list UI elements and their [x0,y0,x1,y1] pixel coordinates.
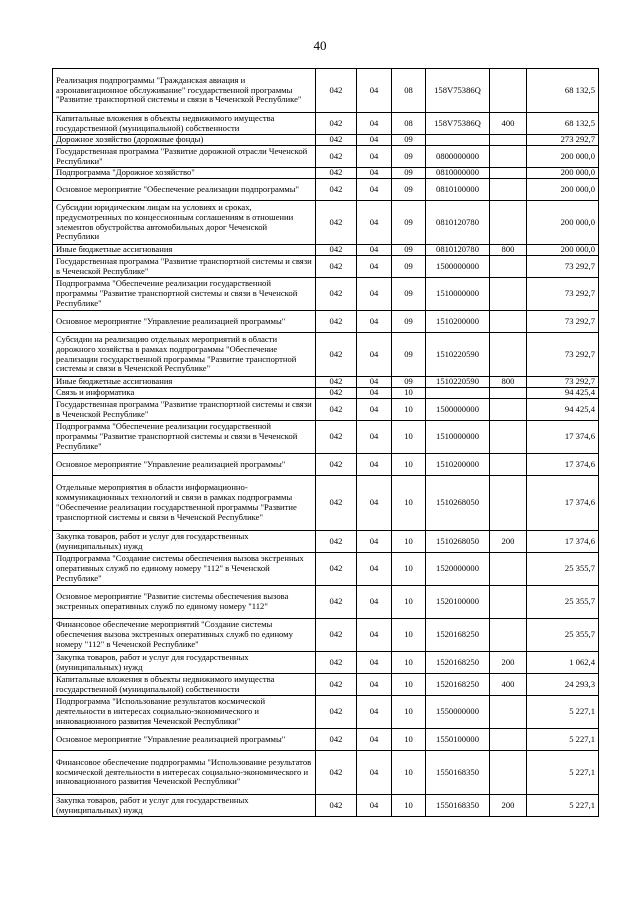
table-row [53,751,599,795]
cell-rz: 04 [357,201,392,245]
cell-name: Финансовое обеспечение подпрограммы "Использование результатов космической деятельности в интересах социально-экономического и инновационного развития Чеченской Республики" [53,751,316,795]
cell-rz: 04 [357,377,392,388]
cell-rz: 04 [357,135,392,146]
cell-pr: 10 [392,454,426,476]
cell-csr: 1500000000 [426,399,490,421]
cell-pr: 10 [392,619,426,652]
cell-pr: 09 [392,256,426,278]
cell-sum: 94 425,4 [527,388,599,399]
table-row [53,421,599,454]
cell-sum: 24 293,3 [527,674,599,696]
table-row [53,245,599,256]
cell-pr: 09 [392,278,426,311]
cell-csr: 0810120780 [426,201,490,245]
table-row [53,179,599,201]
cell-sum: 5 227,1 [527,729,599,751]
cell-ved: 042 [316,421,357,454]
table-row [53,69,599,113]
cell-name: Связь и информатика [53,388,316,399]
cell-sum: 5 227,1 [527,696,599,729]
cell-vr [490,553,527,586]
cell-pr: 09 [392,179,426,201]
cell-ved: 042 [316,476,357,531]
cell-name: Реализация подпрограммы "Гражданская авиация и аэронавигационное обслуживание" государственной программы "Развитие транспортной системы и связи в Чеченской Республике" [53,69,316,113]
cell-name: Основное мероприятие "Управление реализацией программы" [53,311,316,333]
cell-vr: 400 [490,674,527,696]
cell-vr [490,201,527,245]
cell-vr [490,696,527,729]
cell-ved: 042 [316,586,357,619]
cell-vr: 200 [490,652,527,674]
cell-pr: 09 [392,146,426,168]
table-row [53,201,599,245]
cell-rz: 04 [357,531,392,553]
cell-sum: 1 062,4 [527,652,599,674]
cell-vr: 400 [490,113,527,135]
cell-rz: 04 [357,421,392,454]
cell-csr: 1520168250 [426,652,490,674]
cell-name: Закупка товаров, работ и услуг для государственных (муниципальных) нужд [53,652,316,674]
table-row [53,696,599,729]
cell-name: Основное мероприятие "Обеспечение реализации подпрограммы" [53,179,316,201]
table-row [53,586,599,619]
cell-vr [490,729,527,751]
cell-pr: 09 [392,311,426,333]
cell-vr [490,476,527,531]
table-row [53,168,599,179]
cell-sum: 17 374,6 [527,531,599,553]
table-row [53,146,599,168]
cell-csr: 158V75386Q [426,69,490,113]
cell-vr [490,69,527,113]
table-row [53,553,599,586]
cell-sum: 73 292,7 [527,333,599,377]
cell-vr [490,278,527,311]
table-row [53,476,599,531]
table-row [53,113,599,135]
cell-name: Капитальные вложения в объекты недвижимого имущества государственной (муниципальной) собственности [53,113,316,135]
table-row [53,135,599,146]
cell-sum: 94 425,4 [527,399,599,421]
cell-csr: 1510200000 [426,311,490,333]
cell-csr: 1520168250 [426,674,490,696]
cell-pr: 10 [392,729,426,751]
cell-csr [426,388,490,399]
cell-ved: 042 [316,674,357,696]
cell-rz: 04 [357,652,392,674]
table-row [53,377,599,388]
cell-ved: 042 [316,795,357,817]
cell-rz: 04 [357,168,392,179]
cell-rz: 04 [357,333,392,377]
cell-ved: 042 [316,311,357,333]
cell-csr: 1520100000 [426,586,490,619]
cell-sum: 68 132,5 [527,69,599,113]
cell-sum: 5 227,1 [527,751,599,795]
cell-sum: 25 355,7 [527,586,599,619]
table-row [53,619,599,652]
cell-pr: 10 [392,751,426,795]
cell-rz: 04 [357,113,392,135]
cell-sum: 68 132,5 [527,113,599,135]
cell-name: Государственная программа "Развитие дорожной отрасли Чеченской Республики" [53,146,316,168]
cell-vr [490,168,527,179]
cell-ved: 042 [316,113,357,135]
table-row [53,652,599,674]
cell-pr: 09 [392,201,426,245]
cell-csr: 0810000000 [426,168,490,179]
table-row [53,388,599,399]
cell-ved: 042 [316,146,357,168]
cell-sum: 273 292,7 [527,135,599,146]
cell-ved: 042 [316,729,357,751]
cell-vr [490,146,527,168]
cell-csr: 1510268050 [426,531,490,553]
table-row [53,795,599,817]
cell-ved: 042 [316,388,357,399]
cell-pr: 10 [392,696,426,729]
cell-ved: 042 [316,201,357,245]
cell-ved: 042 [316,333,357,377]
cell-sum: 200 000,0 [527,201,599,245]
cell-csr: 1500000000 [426,256,490,278]
cell-name: Основное мероприятие "Управление реализацией программы" [53,729,316,751]
cell-name: Иные бюджетные ассигнования [53,377,316,388]
cell-name: Закупка товаров, работ и услуг для государственных (муниципальных) нужд [53,531,316,553]
cell-pr: 08 [392,69,426,113]
cell-vr [490,256,527,278]
cell-name: Субсидии на реализацию отдельных мероприятий в области дорожного хозяйства в рамках подпрограммы "Обеспечение реализации государственной программы "Развитие транспортной системы и связи в Чеченской Республике" [53,333,316,377]
table-row [53,531,599,553]
cell-rz: 04 [357,256,392,278]
cell-name: Иные бюджетные ассигнования [53,245,316,256]
cell-name: Дорожное хозяйство (дорожные фонды) [53,135,316,146]
cell-sum: 25 355,7 [527,553,599,586]
cell-vr: 800 [490,377,527,388]
cell-csr: 0810120780 [426,245,490,256]
cell-sum: 200 000,0 [527,168,599,179]
cell-pr: 10 [392,652,426,674]
cell-vr [490,135,527,146]
cell-name: Подпрограмма "Обеспечение реализации государственной программы "Развитие транспортной системы и связи в Чеченской Республике" [53,278,316,311]
cell-pr: 10 [392,586,426,619]
cell-name: Государственная программа "Развитие транспортной системы и связи в Чеченской Республике" [53,256,316,278]
cell-pr: 09 [392,377,426,388]
cell-rz: 04 [357,674,392,696]
cell-ved: 042 [316,399,357,421]
cell-ved: 042 [316,245,357,256]
cell-ved: 042 [316,531,357,553]
cell-vr: 200 [490,795,527,817]
cell-csr: 0800000000 [426,146,490,168]
budget-table [52,68,599,817]
cell-rz: 04 [357,586,392,619]
cell-vr [490,399,527,421]
cell-name: Государственная программа "Развитие транспортной системы и связи в Чеченской Республике" [53,399,316,421]
cell-csr: 1520168250 [426,619,490,652]
table-row [53,333,599,377]
cell-sum: 17 374,6 [527,454,599,476]
cell-ved: 042 [316,135,357,146]
table-row [53,454,599,476]
cell-pr: 10 [392,531,426,553]
cell-pr: 10 [392,388,426,399]
cell-rz: 04 [357,146,392,168]
cell-sum: 73 292,7 [527,377,599,388]
cell-name: Основное мероприятие "Развитие системы обеспечения вызова экстренных оперативных служб по единому номеру "112" [53,586,316,619]
cell-pr: 10 [392,795,426,817]
cell-rz: 04 [357,729,392,751]
cell-pr: 10 [392,553,426,586]
cell-sum: 5 227,1 [527,795,599,817]
cell-rz: 04 [357,311,392,333]
table-body [53,69,599,817]
cell-ved: 042 [316,696,357,729]
cell-vr [490,388,527,399]
cell-vr: 200 [490,531,527,553]
cell-rz: 04 [357,795,392,817]
cell-rz: 04 [357,619,392,652]
cell-vr [490,421,527,454]
cell-sum: 25 355,7 [527,619,599,652]
cell-ved: 042 [316,69,357,113]
cell-name: Финансовое обеспечение мероприятий "Создание системы обеспечения вызова экстренных оперативных служб по единому номеру "112" в Чеченской Республике" [53,619,316,652]
cell-pr: 08 [392,113,426,135]
cell-csr: 1550100000 [426,729,490,751]
cell-sum: 73 292,7 [527,278,599,311]
cell-vr [490,751,527,795]
cell-ved: 042 [316,751,357,795]
cell-sum: 73 292,7 [527,256,599,278]
cell-ved: 042 [316,553,357,586]
cell-vr [490,179,527,201]
cell-rz: 04 [357,696,392,729]
cell-pr: 10 [392,674,426,696]
cell-name: Подпрограмма "Использование результатов космической деятельности в интересах социально-экономического и инновационного развития Чеченской Республики" [53,696,316,729]
cell-ved: 042 [316,619,357,652]
cell-pr: 10 [392,476,426,531]
table-row [53,256,599,278]
cell-ved: 042 [316,652,357,674]
cell-name: Основное мероприятие "Управление реализацией программы" [53,454,316,476]
table-row [53,729,599,751]
cell-rz: 04 [357,179,392,201]
cell-csr: 1510000000 [426,278,490,311]
cell-rz: 04 [357,69,392,113]
cell-rz: 04 [357,245,392,256]
cell-vr [490,619,527,652]
cell-csr: 0810100000 [426,179,490,201]
cell-csr: 1510220590 [426,333,490,377]
cell-sum: 200 000,0 [527,146,599,168]
cell-pr: 09 [392,135,426,146]
cell-csr: 1510220590 [426,377,490,388]
cell-csr: 1510200000 [426,454,490,476]
cell-rz: 04 [357,278,392,311]
cell-ved: 042 [316,278,357,311]
cell-ved: 042 [316,179,357,201]
cell-vr [490,311,527,333]
cell-csr: 1550000000 [426,696,490,729]
cell-csr: 158V75386Q [426,113,490,135]
cell-rz: 04 [357,399,392,421]
cell-csr [426,135,490,146]
cell-sum: 17 374,6 [527,421,599,454]
cell-name: Подпрограмма "Дорожное хозяйство" [53,168,316,179]
cell-name: Капитальные вложения в объекты недвижимого имущества государственной (муниципальной) собственности [53,674,316,696]
cell-csr: 1520000000 [426,553,490,586]
cell-vr [490,586,527,619]
cell-sum: 73 292,7 [527,311,599,333]
cell-rz: 04 [357,553,392,586]
cell-rz: 04 [357,454,392,476]
cell-pr: 09 [392,333,426,377]
cell-csr: 1510268050 [426,476,490,531]
cell-name: Отдельные мероприятия в области информационно-коммуникационных технологий и связи в рамках подпрограммы "Обеспечение реализации государственной программы "Развитие транспортной системы и связи в Чеченской Республике" [53,476,316,531]
cell-vr [490,333,527,377]
table-row [53,674,599,696]
cell-name: Подпрограмма "Создание системы обеспечения вызова экстренных оперативных служб по единому номеру "112" в Чеченской Республике" [53,553,316,586]
cell-csr: 1550168350 [426,795,490,817]
cell-pr: 09 [392,245,426,256]
cell-vr [490,454,527,476]
cell-sum: 200 000,0 [527,179,599,201]
cell-ved: 042 [316,256,357,278]
cell-vr: 800 [490,245,527,256]
cell-ved: 042 [316,454,357,476]
page-number: 40 [313,38,327,53]
cell-sum: 17 374,6 [527,476,599,531]
cell-ved: 042 [316,168,357,179]
cell-pr: 09 [392,168,426,179]
table-row [53,399,599,421]
cell-name: Закупка товаров, работ и услуг для государственных (муниципальных) нужд [53,795,316,817]
cell-sum: 200 000,0 [527,245,599,256]
cell-rz: 04 [357,751,392,795]
cell-csr: 1550168350 [426,751,490,795]
cell-rz: 04 [357,388,392,399]
cell-csr: 1510000000 [426,421,490,454]
cell-pr: 10 [392,421,426,454]
table-row [53,278,599,311]
cell-name: Подпрограмма "Обеспечение реализации государственной программы "Развитие транспортной системы и связи в Чеченской Республике" [53,421,316,454]
cell-name: Субсидии юридическим лицам на условиях и сроках, предусмотренных по концессионным соглашениям в отношении элементов обустройства автомобильных дорог Чеченской Республики [53,201,316,245]
cell-rz: 04 [357,476,392,531]
cell-pr: 10 [392,399,426,421]
cell-ved: 042 [316,377,357,388]
table-row [53,311,599,333]
